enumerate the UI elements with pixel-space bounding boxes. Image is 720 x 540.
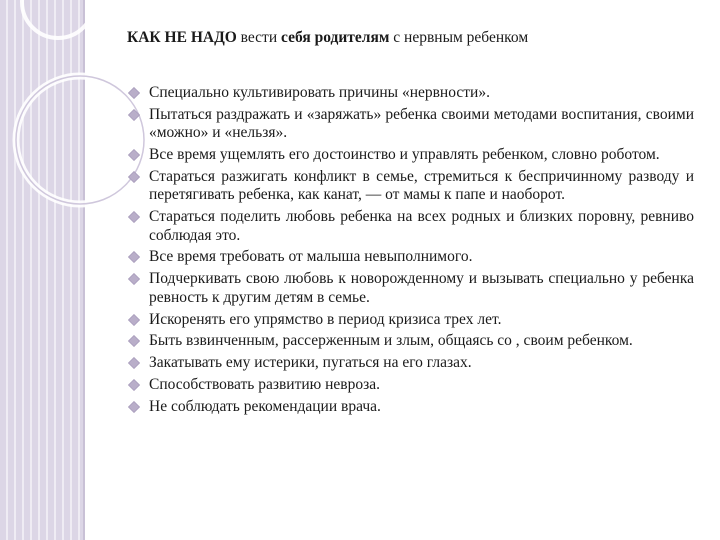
title-emphasis: КАК НЕ НАДО	[127, 29, 237, 46]
list-item-text: Искоренять его упрямство в период кризиса трех лет.	[149, 310, 502, 328]
diamond-bullet-icon	[128, 273, 140, 285]
title-emphasis-2: себя родителям	[281, 29, 390, 46]
list-item-text: Способствовать развитию невроза.	[149, 375, 380, 393]
bullet-list	[127, 84, 694, 416]
list-item-text: Стараться поделить любовь ребенка на всех родных и близких поровну, ревниво соблюдая это.	[149, 208, 694, 244]
list-item-text: Пытаться раздражать и «заряжать» ребенка своими методами воспитания, своими «можно» и «нельзя».	[149, 105, 694, 142]
diamond-bullet-icon	[128, 335, 140, 347]
list-item	[127, 208, 694, 245]
list-item	[127, 106, 694, 143]
title-text: вести	[236, 29, 281, 46]
slide-content	[127, 28, 694, 420]
diamond-bullet-icon	[128, 211, 140, 223]
title-text-2: с нервным ребенком	[389, 29, 529, 46]
list-item	[127, 146, 694, 165]
diamond-bullet-icon	[128, 251, 140, 263]
list-item-text: Все время ущемлять его достоинство и управлять ребенком, словно роботом.	[149, 146, 660, 164]
diamond-bullet-icon	[128, 171, 140, 183]
list-item	[127, 398, 694, 417]
list-item-text: Подчеркивать свою любовь к новорожденному и вызывать специально у ребенка ревность к другим детям в семье.	[149, 270, 694, 306]
list-item	[127, 376, 694, 395]
list-item-text: Специально культивировать причины «нервности».	[149, 84, 490, 101]
list-item-text: Все время требовать от малыша невыполнимого.	[149, 248, 473, 266]
list-item-text: Не соблюдать рекомендации врача.	[149, 397, 381, 415]
diamond-bullet-icon	[128, 149, 140, 161]
list-item-text: Стараться разжигать конфликт в семье, стремиться к беспричинному разводу и перетягивать ребенка, как канат, — от мамы к папе и наоборот.	[149, 167, 694, 204]
slide-title	[127, 28, 694, 48]
list-item	[127, 84, 694, 103]
list-item-text: Закатывать ему истерики, пугаться на его глазах.	[149, 354, 472, 372]
diamond-bullet-icon	[128, 379, 140, 391]
deco-circle-top	[22, 0, 94, 38]
diamond-bullet-icon	[128, 87, 140, 99]
diamond-bullet-icon	[128, 401, 140, 413]
list-item-text: Быть взвинченным, рассерженным и злым, общаясь со , своим ребенком.	[149, 332, 633, 350]
list-item	[127, 354, 694, 373]
list-item	[127, 168, 694, 205]
diamond-bullet-icon	[128, 109, 140, 121]
deco-circle-large-outline	[16, 76, 144, 204]
list-item	[127, 270, 694, 307]
diamond-bullet-icon	[128, 314, 140, 326]
list-item	[127, 248, 694, 267]
list-item	[127, 311, 694, 330]
list-item	[127, 332, 694, 351]
diamond-bullet-icon	[128, 357, 140, 369]
